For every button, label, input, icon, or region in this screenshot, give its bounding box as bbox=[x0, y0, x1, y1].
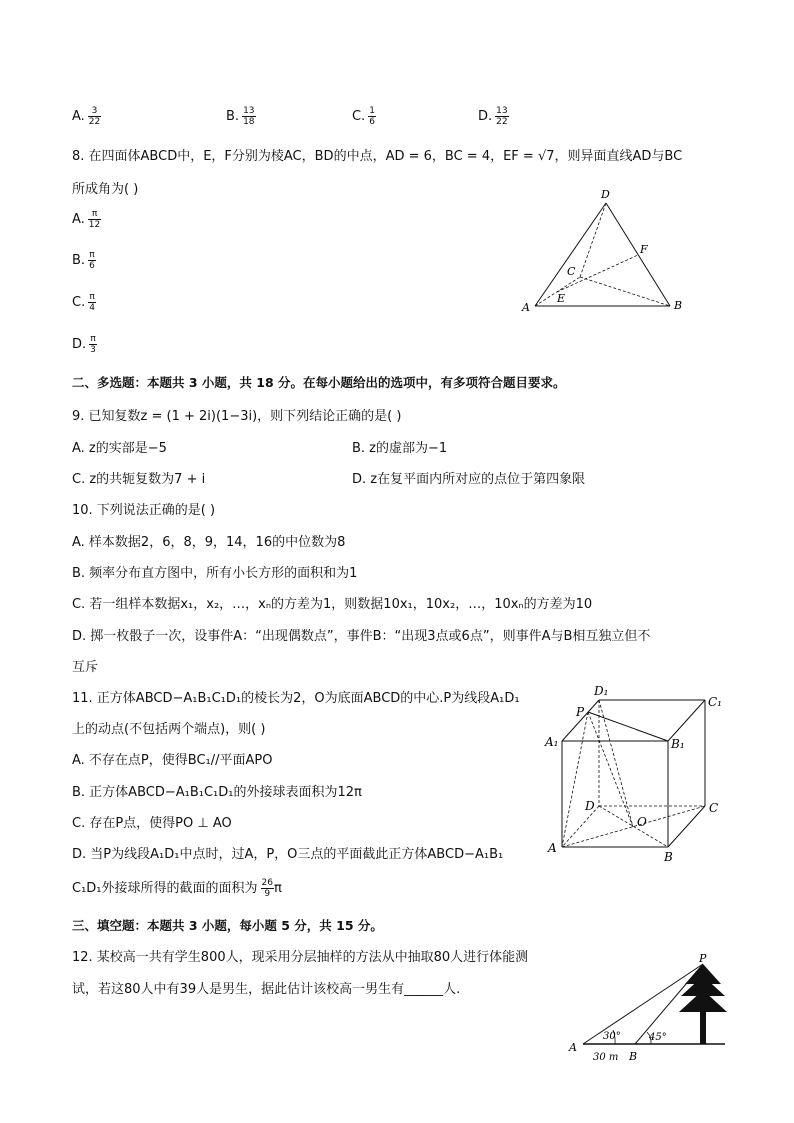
tetra-label-b: B bbox=[674, 299, 683, 312]
tree-label-angle45: 45° bbox=[649, 1032, 667, 1043]
section-fill-in-header: 三、填空题：本题共 3 小题，每小题 5 分，共 15 分。 bbox=[72, 918, 383, 933]
q11-stem-line2: 上的动点(不包括两个端点)，则( ) bbox=[72, 722, 266, 737]
q11-option-b: B. 正方体ABCD−A₁B₁C₁D₁的外接球表面积为12π bbox=[72, 785, 362, 800]
section-multiple-choice-header: 二、多选题：本题共 3 小题，共 18 分。在每小题给出的选项中，有多项符合题目要求。 bbox=[72, 375, 566, 390]
q10-stem: 10. 下列说法正确的是( ) bbox=[72, 503, 216, 518]
q10-option-d-line1: D. 掷一枚骰子一次，设事件A：“出现偶数点”，事件B：“出现3点或6点”，则事件A与B相互独立但不 bbox=[72, 629, 651, 644]
q11-stem-line1: 11. 正方体ABCD−A₁B₁C₁D₁的棱长为2，O为底面ABCD的中心.P为线段A₁D₁ bbox=[72, 691, 520, 706]
cube-label-c: C bbox=[709, 801, 719, 815]
q9-option-a: A. z的实部是−5 bbox=[72, 441, 167, 456]
q11-option-d-line2: C₁D₁外接球所得的截面的面积为 $\frac{26}{9}$ π bbox=[72, 878, 282, 899]
q8-option-a: A. $\frac{\pi}{12}$ bbox=[72, 209, 101, 230]
tetra-label-d: D bbox=[601, 188, 610, 201]
tree-label-p: P bbox=[699, 952, 707, 965]
tree-label-b: B bbox=[629, 1050, 638, 1063]
tetra-label-c: C bbox=[567, 265, 576, 278]
q9-stem: 9. 已知复数z = (1 + 2i)(1−3i)，则下列结论正确的是( ) bbox=[72, 409, 402, 424]
q8-option-c: C. $\frac{\pi}{4}$ bbox=[72, 292, 95, 313]
q7-option-b-fraction: $\frac{13}{18}$ bbox=[243, 106, 255, 127]
q11-option-a: A. 不存在点P，使得BC₁//平面APO bbox=[72, 753, 273, 768]
tetra-label-e: E bbox=[557, 292, 566, 305]
q7-option-d: D. $\frac{13}{22}$ bbox=[478, 106, 508, 127]
tree-label-distance: 30 m bbox=[593, 1052, 619, 1063]
q10-option-b: B. 频率分布直方图中，所有小长方形的面积和为1 bbox=[72, 566, 358, 581]
q12-stem-line2: 试，若这80人中有39人是男生，据此估计该校高一男生有______人. bbox=[72, 982, 461, 997]
q7-option-a: A. $\frac{3}{22}$ bbox=[72, 106, 101, 127]
q10-option-d-line2: 互斥 bbox=[72, 660, 99, 675]
cube-label-o: O bbox=[637, 815, 647, 829]
cube-label-b: B bbox=[664, 850, 673, 864]
cube-label-d: D bbox=[585, 799, 595, 813]
q9-option-d: D. z在复平面内所对应的点位于第四象限 bbox=[352, 472, 586, 487]
tetrahedron-figure bbox=[515, 185, 695, 315]
cube-label-p: P bbox=[576, 705, 585, 719]
q7-option-c: C. $\frac{1}{6}$ bbox=[352, 106, 375, 127]
cube-label-a: A bbox=[548, 841, 557, 855]
cube-label-c1: C₁ bbox=[708, 695, 722, 709]
cube-label-b1: B₁ bbox=[671, 737, 685, 751]
q11-option-c: C. 存在P点，使得PO ⊥ AO bbox=[72, 816, 232, 831]
q7-option-b: B. $\frac{13}{18}$ bbox=[226, 106, 255, 127]
q7-option-a-fraction: $\frac{3}{22}$ bbox=[88, 106, 101, 127]
q7-option-d-fraction: $\frac{13}{22}$ bbox=[496, 106, 508, 127]
q10-option-a: A. 样本数据2，6，8，9，14，16的中位数为8 bbox=[72, 535, 346, 550]
q10-option-c: C. 若一组样本数据x₁，x₂，…，xₙ的方差为1，则数据10x₁，10x₂，…，10xₙ的方差为10 bbox=[72, 597, 593, 612]
cube-label-d1: D₁ bbox=[594, 684, 609, 698]
q8-option-b: B. $\frac{\pi}{6}$ bbox=[72, 250, 95, 271]
q11-option-d-fraction: $\frac{26}{9}$ bbox=[261, 878, 273, 899]
q8-stem-line1: 8. 在四面体ABCD中，E，F分别为棱AC，BD的中点，AD = 6，BC = 4，EF = √7，则异面直线AD与BC bbox=[72, 149, 683, 164]
cube-figure bbox=[540, 680, 730, 865]
tetra-label-f: F bbox=[640, 243, 648, 256]
q7-option-c-fraction: $\frac{1}{6}$ bbox=[369, 106, 375, 127]
q11-option-d-line1: D. 当P为线段A₁D₁中点时，过A，P，O三点的平面截此正方体ABCD−A₁B₁ bbox=[72, 847, 504, 862]
q9-option-b: B. z的虚部为−1 bbox=[352, 441, 448, 456]
tetra-label-a: A bbox=[522, 301, 530, 314]
q9-option-c: C. z的共轭复数为7 + i bbox=[72, 472, 206, 487]
tree-angle-figure bbox=[565, 950, 735, 1065]
cube-label-a1: A₁ bbox=[545, 735, 559, 749]
tree-label-angle30: 30° bbox=[603, 1031, 621, 1042]
q8-stem-line2: 所成角为( ) bbox=[72, 182, 139, 197]
q8-option-d: D. $\frac{\pi}{3}$ bbox=[72, 334, 96, 355]
tree-label-a: A bbox=[569, 1041, 577, 1054]
q12-stem-line1: 12. 某校高一共有学生800人，现采用分层抽样的方法从中抽取80人进行体能测 bbox=[72, 950, 529, 965]
